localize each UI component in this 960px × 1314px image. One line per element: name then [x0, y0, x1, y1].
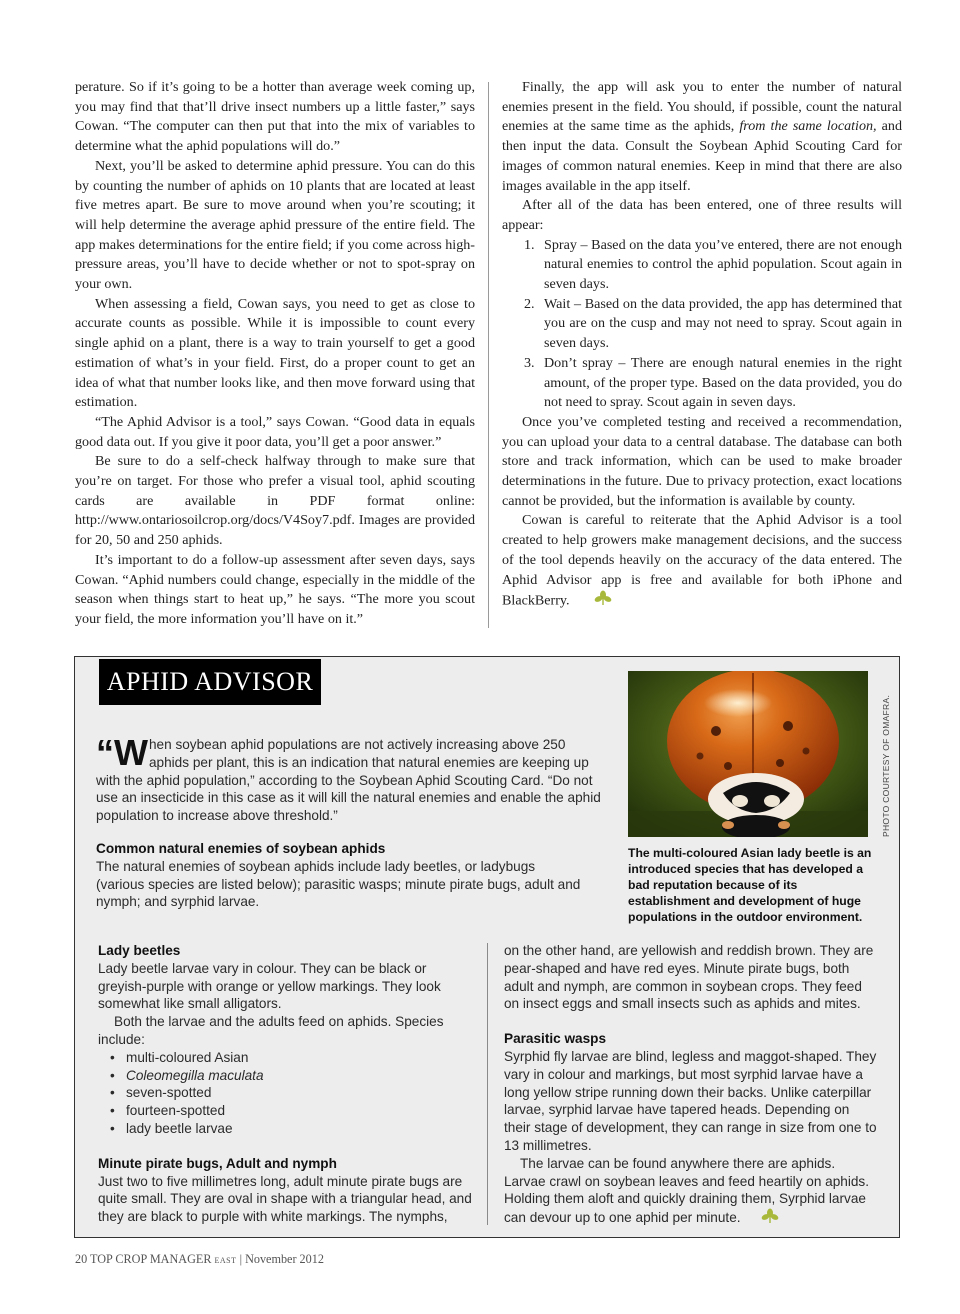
footer-separator: |: [239, 1252, 243, 1266]
section-text: Lady beetle larvae vary in colour. They can be black or greyish-purple with orange or yellow markings. They look somewhat like small alligators.: [98, 960, 441, 1012]
species-item: • fourteen-spotted: [110, 1102, 472, 1120]
result-text: Spray – Based on the data you’ve entered, there are not enough natural enemies to control the aphid population. Scout again in seven days.: [544, 236, 902, 293]
sidebar-column-divider: [487, 943, 488, 1225]
species-item: • lady beetle larvae: [110, 1120, 472, 1138]
section-text: Both the larvae and the adults feed on aphids. Species include:: [98, 1014, 444, 1047]
species-list: [98, 1049, 472, 1138]
species-item: [110, 1067, 472, 1085]
sidebar-intro: [96, 732, 606, 825]
article-paragraph: “The Aphid Advisor is a tool,” says Cowan. “Good data in equals good data out. If you give it poor data, you’ll get a poor answer.”: [75, 413, 475, 450]
result-text: Wait – Based on the data provided, the app has determined that you are on the cusp and may not need to spray. Scout again in seven days.: [544, 295, 902, 352]
species-italic: Coleomegilla maculata: [126, 1067, 264, 1083]
result-text: Don’t spray – There are enough natural enemies in the right amount, of the proper type. Based on the data provided, you do not need to spray. Scout again in seven days.: [544, 354, 902, 411]
intro-text: hen soybean aphid populations are not actively increasing above 250 aphids per plant, this is an indication that natural enemies are keeping up with the aphid population,” according to the Soybean Aphid Scouting Card. “Do not use an insecticide in this case as it will kill the natural enemies and enable the aphid population to increase above threshold.”: [96, 737, 601, 824]
paragraph-text: and then input the data. Consult the Soybean Aphid Scouting Card for images of common natural enemies. Keep in mind that there are also images available in the app itself.: [502, 118, 902, 194]
section-text: on the other hand, are yellowish and reddish brown. They are pear-shaped and have red eyes. Minute pirate bugs, both adult and nymph, are common in soybean crops. They feed on insect eggs and small insects such as aphids and mites.: [504, 943, 874, 1012]
article-left-column: [75, 78, 475, 630]
photo-credit: PHOTO COURTESY OF OMAFRA.: [881, 694, 891, 837]
article-paragraph: [502, 511, 902, 613]
result-item: [502, 295, 902, 354]
page-number: 20: [75, 1252, 88, 1266]
section-heading: Common natural enemies of soybean aphids: [96, 841, 386, 856]
article-right-column: [502, 78, 902, 613]
species-item: • multi-coloured Asian: [110, 1049, 472, 1067]
result-item: [502, 354, 902, 413]
natural-enemies-section: [96, 840, 586, 911]
species-item: • seven-spotted: [110, 1084, 472, 1102]
edition-label: EAST: [214, 1256, 237, 1265]
result-item: [502, 236, 902, 295]
section-heading: Lady beetles: [98, 943, 181, 958]
quote-mark: “: [96, 732, 114, 773]
leaf-end-icon: [745, 1208, 779, 1229]
page-footer: [75, 1252, 324, 1267]
sidebar-right-column: [504, 942, 878, 1229]
leaf-end-icon: [574, 590, 612, 613]
aphid-advisor-sidebar: [74, 656, 900, 1238]
results-list: [502, 236, 902, 413]
article-paragraph: perature. So if it’s going to be a hotter than average week coming up, you may find that that’ll drive insect numbers up a little faster,” says Cowan. “The computer can then put that into the mix of variables to determine what the aphid populations will do.”: [75, 79, 475, 155]
section-heading: Parasitic wasps: [504, 1031, 607, 1047]
issue-date: November 2012: [245, 1252, 324, 1266]
result-number: 2.: [524, 295, 535, 312]
section-text: [504, 1155, 878, 1229]
sidebar-left-column: [98, 942, 472, 1226]
emphasis-text: from the same location,: [739, 118, 877, 135]
section-text: Just two to five millimetres long, adult minute pirate bugs are quite small. They are oval in shape with a triangular head, and they are black to purple with white markings. The nymphs,: [98, 1173, 472, 1225]
sidebar-title: APHID ADVISOR: [99, 659, 321, 705]
column-divider: [488, 82, 489, 628]
section-heading: Minute pirate bugs, Adult and nymph: [98, 1155, 337, 1171]
ladybug-photo: [628, 671, 868, 837]
paragraph-text: Cowan is careful to reiterate that the Aphid Advisor is a tool created to help growers make management decisions, and the success of the tool depends heavily on the accuracy of the data entered. The Aphid Advisor app is free and available for both iPhone and BlackBerry.: [502, 512, 902, 609]
result-number: 3.: [524, 354, 535, 371]
paragraph-text: Finally, the app will ask you to enter the number of natural enemies present in the field. You should, if possible, count the natural enemies at the same time as the aphids,: [502, 79, 902, 135]
article-paragraph: After all of the data has been entered, one of three results will appear:: [502, 197, 902, 233]
drop-cap-letter: W: [114, 732, 148, 773]
section-text: Syrphid fly larvae are blind, legless and maggot-shaped. They vary in colour and markings, but most syrphid larvae have a long yellow stripe running down their backs. Unlike caterpillar larvae, syrphid larvae have tapered heads. Depending on their stage of development, they can range in size from one to 13 millimetres.: [504, 1048, 877, 1153]
magazine-name: TOP CROP MANAGER: [90, 1252, 212, 1266]
article-paragraph: Once you’ve completed testing and received a recommendation, you can upload your data to a central database. The database can both store and track information, which can be used to make broader determinations in the future. Due to privacy protection, exact locations cannot be provided, but the information is available by county.: [502, 413, 902, 509]
article-paragraph: It’s important to do a follow-up assessment after seven days, says Cowan. “Aphid numbers could change, especially in the middle of the season when things start to heat up,” he says. “The more you scout your field, the more information you’ll have on it.”: [75, 551, 475, 627]
article-paragraph: When assessing a field, Cowan says, you need to get as close to accurate counts as possible. While it is impossible to count every single aphid on a plant, there is a way to train yourself to get a good estimation of what’s in your field. First, do a proper count to get an idea of what that number looks like, and then move forward using that estimation.: [75, 295, 475, 411]
result-number: 1.: [524, 236, 535, 253]
drop-cap: [96, 732, 148, 773]
section-text: The natural enemies of soybean aphids include lady beetles, or ladybugs (various species are listed below); parasitic wasps; minute pirate bugs, adult and nymph; and syrphid larvae.: [96, 858, 581, 910]
article-paragraph: Next, you’ll be asked to determine aphid pressure. You can do this by counting the number of aphids on 10 plants that are located at least five metres apart. Be sure to move around when you’re scouting; it will help determine the average aphid pressure of the entire field. The app makes determinations for the entire field; if you come across high-pressure areas, you’ll have to decide whether or not to spot-spray on your own.: [75, 157, 475, 293]
paragraph-text: The larvae can be found anywhere there are aphids. Larvae crawl on soybean leaves and feed heartily on aphids. Holding them aloft and quickly draining them, Syrphid larvae can devour up to one aphid per minute.: [504, 1155, 870, 1226]
article-paragraph: Be sure to do a self-check halfway through to make sure that you’re on target. For those who prefer a visual tool, aphid scouting cards are available in PDF format online: http://www.ontariosoilcrop.org/docs/V4Soy7.pdf. Images are provided for 20, 50 and 250 aphids.: [75, 453, 475, 549]
article-paragraph: [502, 78, 902, 196]
photo-caption: The multi-coloured Asian lady beetle is an introduced species that has developed a bad reputation because of its establishment and development of huge populations in the outdoor environment.: [628, 846, 872, 924]
